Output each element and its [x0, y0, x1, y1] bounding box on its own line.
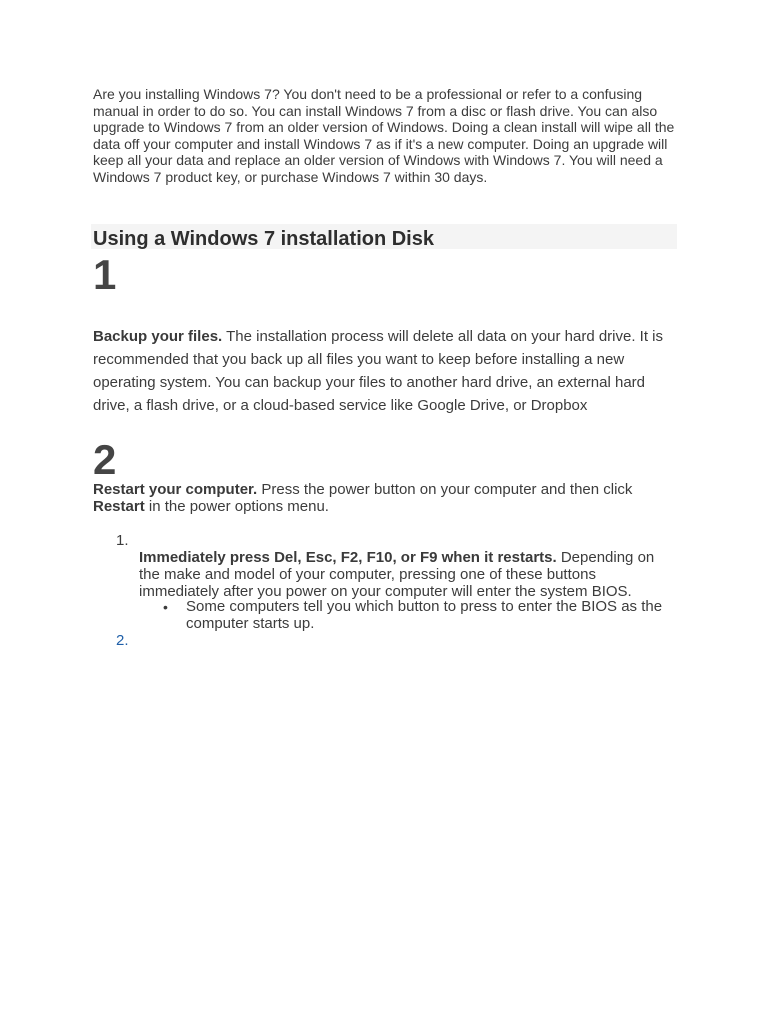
substep-1-marker: 1.: [116, 532, 129, 549]
step-1-text: [93, 325, 673, 417]
step-2-text: [93, 481, 653, 515]
substep-1-title: Immediately press Del, Esc, F2, F10, or F9 when it restarts.: [139, 549, 557, 566]
substep-2-marker[interactable]: 2.: [116, 632, 129, 649]
step-2-body-a: Press the power button on your computer and then click: [257, 481, 633, 498]
bullet-marker: •: [163, 599, 168, 615]
intro-paragraph: Are you installing Windows 7? You don't need to be a professional or refer to a confusing manual in order to do so. You can install Windows 7 from a disc or flash drive. You can also upgrade to Windows 7 from an older version of Windows. Doing a clean install will wipe all the data off your computer and install Windows 7 as if it's a new computer. Doing an upgrade will keep all your data and replace an older version of Windows with Windows 7. You will need a Windows 7 product key, or purchase Windows 7 within 30 days.: [93, 86, 675, 185]
step-2-body-b: in the power options menu.: [144, 498, 329, 515]
step-2-number: 2: [93, 436, 117, 483]
substep-1-bullet: Some computers tell you which button to press to enter the BIOS as the computer starts up.: [186, 598, 663, 632]
step-1-body: The installation process will delete all data on your hard drive. It is recommended that you back up all files you want to keep before installing a new operating system. You can backup your files to another hard drive, an external hard drive, a flash drive, or a cloud-based service like Google Drive, or Dropbox: [93, 328, 664, 414]
step-1-number: 1: [93, 251, 117, 298]
substep-1-text: Depending on the make and model of your computer, pressing one of these buttons immediately after you power on your computer will enter the system BIOS.: [139, 549, 655, 600]
substep-1: [139, 549, 679, 600]
step-2-restart-word: Restart: [93, 498, 145, 515]
step-2-title: Restart your computer.: [93, 481, 258, 498]
step-1-title: Backup your files.: [93, 328, 223, 345]
section-heading: Using a Windows 7 installation Disk: [93, 228, 434, 250]
